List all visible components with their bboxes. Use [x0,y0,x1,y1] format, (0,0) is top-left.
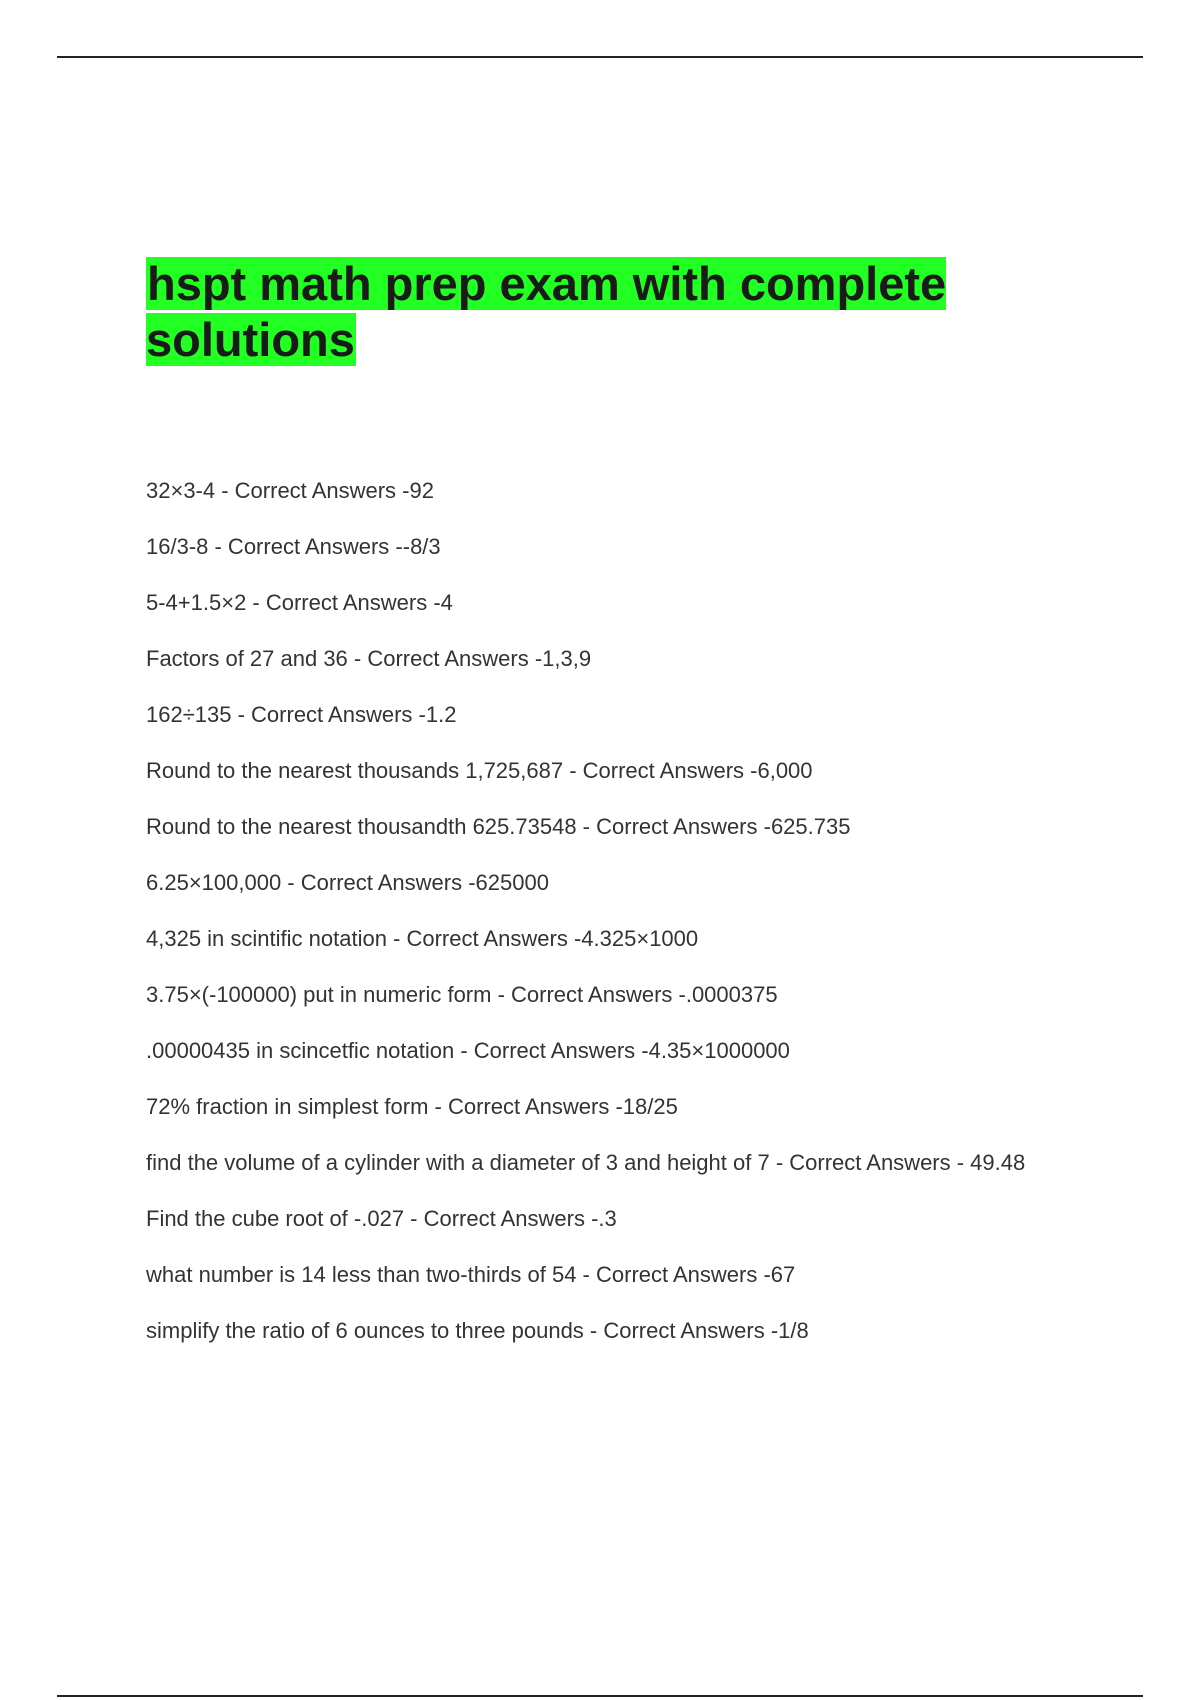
qa-item: 32×3-4 - Correct Answers -92 [146,478,434,503]
bottom-rule [57,1695,1143,1697]
qa-item: Round to the nearest thousands 1,725,687 - Correct Answers -6,000 [146,758,813,783]
qa-item: Round to the nearest thousandth 625.73548 - Correct Answers -625.735 [146,814,851,839]
qa-item: .00000435 in scincetfic notation - Correct Answers -4.35×1000000 [146,1038,790,1063]
qa-item: find the volume of a cylinder with a diameter of 3 and height of 7 - Correct Answers - 49.48 [146,1150,1026,1175]
qa-item: 162÷135 - Correct Answers -1.2 [146,702,457,727]
document-title [146,256,1046,368]
qa-item: 6.25×100,000 - Correct Answers -625000 [146,870,549,895]
top-rule [57,56,1143,58]
qa-item: 3.75×(-100000) put in numeric form - Correct Answers -.0000375 [146,982,778,1007]
question-answer-list [146,478,1066,1374]
qa-item: simplify the ratio of 6 ounces to three pounds - Correct Answers -1/8 [146,1318,809,1343]
qa-item: 4,325 in scintific notation - Correct Answers -4.325×1000 [146,926,699,951]
qa-item: Factors of 27 and 36 - Correct Answers -1,3,9 [146,646,592,671]
qa-item: 16/3-8 - Correct Answers --8/3 [146,534,441,559]
qa-item: 5-4+1.5×2 - Correct Answers -4 [146,590,453,615]
qa-item: what number is 14 less than two-thirds of 54 - Correct Answers -67 [146,1262,796,1287]
qa-item: 72% fraction in simplest form - Correct Answers -18/25 [146,1094,678,1119]
qa-item: Find the cube root of -.027 - Correct Answers -.3 [146,1206,617,1231]
document-title-text: hspt math prep exam with complete solutions [146,257,947,366]
